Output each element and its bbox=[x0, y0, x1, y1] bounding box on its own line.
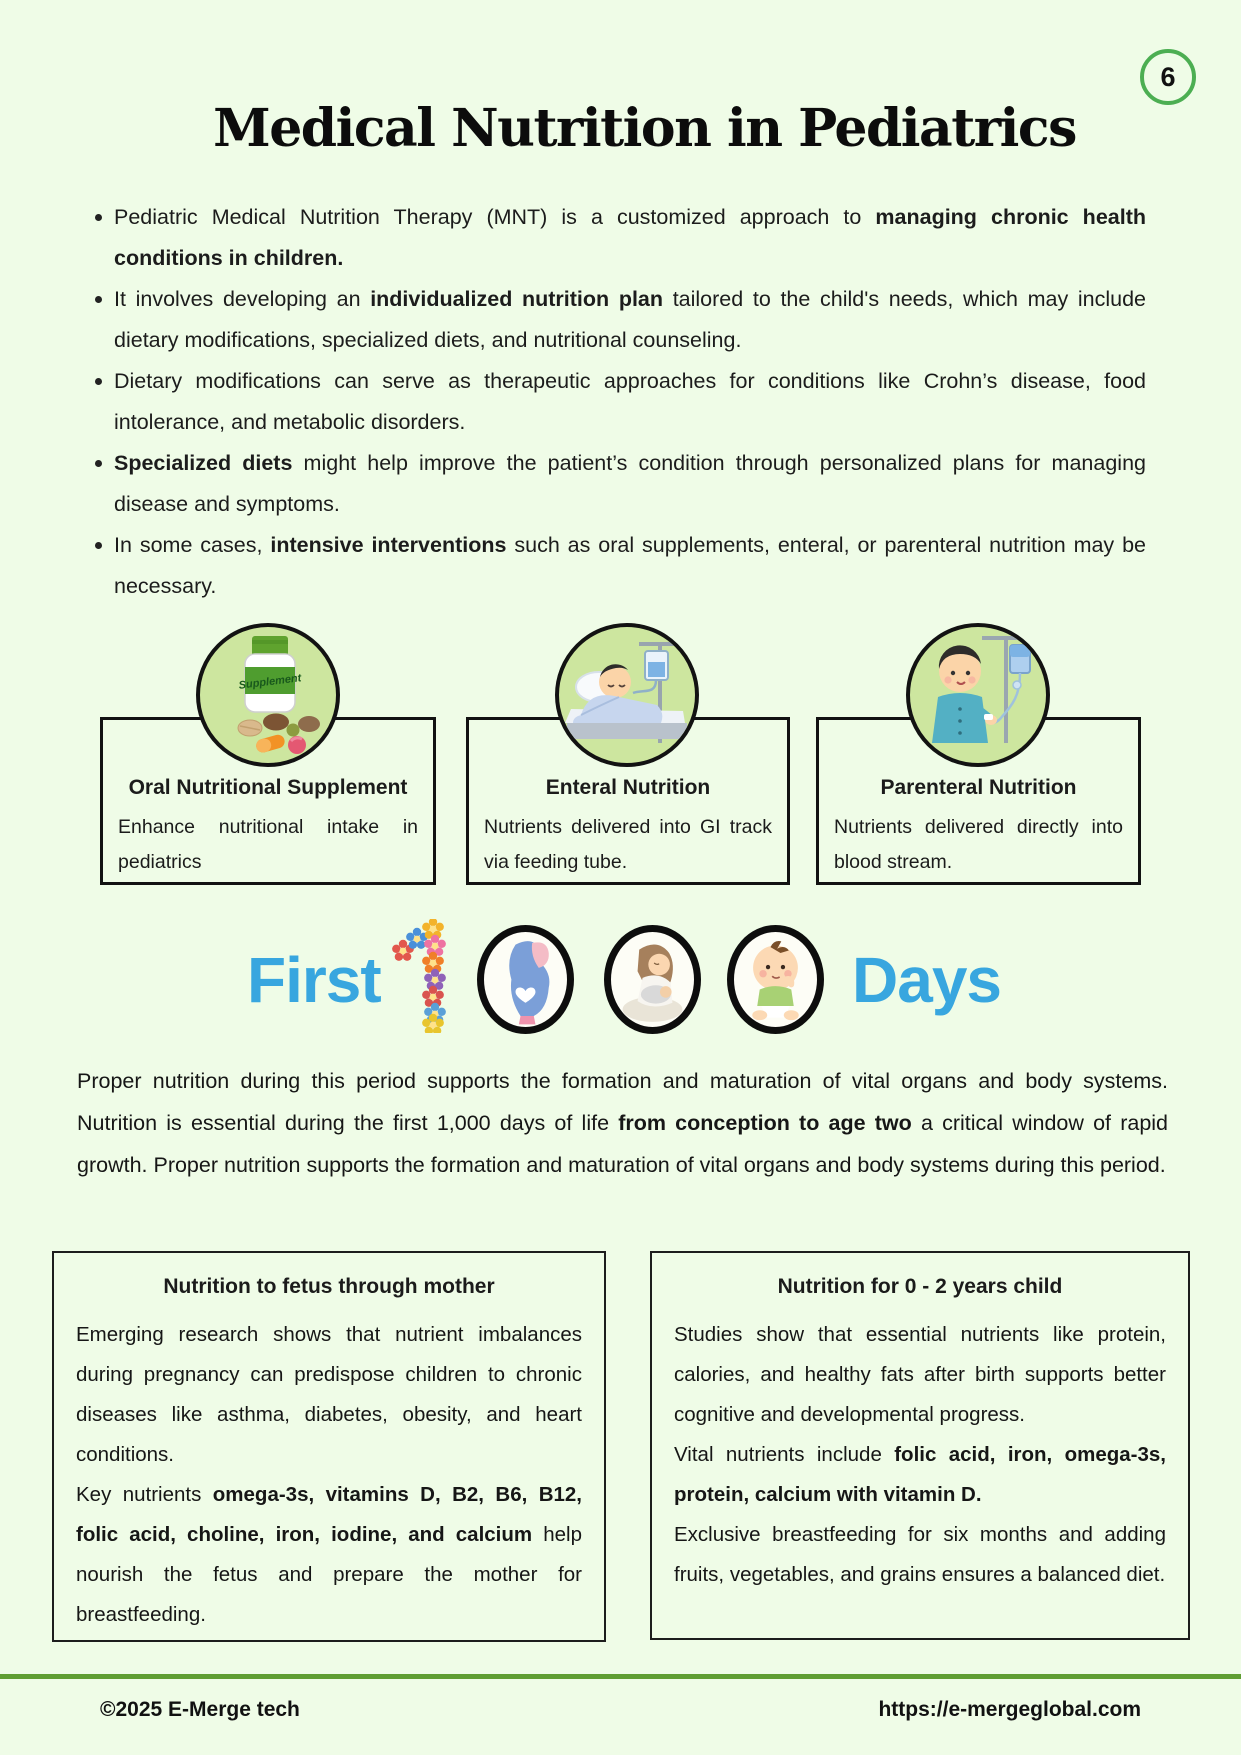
footer bbox=[100, 1698, 1141, 1722]
intro-paragraph: Proper nutrition during this period supports the formation and maturation of vital organs and body systems. Nutrition is essential during the first 1,000 days of life from conception to age two a critical window of rapid growth. Proper nutrition supports the formation and maturation of vital organs and body systems during this period. bbox=[77, 1069, 1169, 1177]
footer-divider bbox=[0, 1674, 1241, 1679]
box-paragraph: Studies show that essential nutrients like protein, calories, and healthy fats after birth supports better cognitive and developmental progress. bbox=[674, 1323, 1166, 1426]
box-fetus-nutrition bbox=[52, 1251, 606, 1642]
bullet-item: Dietary modifications can serve as therapeutic approaches for conditions like Crohn’s disease, food intolerance, and metabolic disorders. bbox=[92, 361, 1146, 443]
page-number-badge bbox=[1140, 49, 1196, 105]
box-paragraph: Emerging research shows that nutrient imbalances during pregnancy can predispose children to chronic diseases like asthma, diabetes, obesity, and heart conditions. bbox=[76, 1323, 582, 1466]
bullet-item: In some cases, intensive interventions such as oral supplements, enteral, or parenteral nutrition may be necessary. bbox=[92, 525, 1146, 607]
card-body: Nutrients delivered directly into blood stream. bbox=[834, 816, 1123, 873]
bullet-item: It involves developing an individualized nutrition plan tailored to the child's needs, which may include dietary modifications, specialized diets, and nutritional counseling. bbox=[92, 279, 1146, 361]
box-title: Nutrition for 0 - 2 years child bbox=[777, 1275, 1063, 1298]
box-child-nutrition bbox=[650, 1251, 1190, 1640]
supplement-bottle-icon bbox=[196, 623, 340, 767]
baby-icon bbox=[727, 925, 824, 1034]
box-title: Nutrition to fetus through mother bbox=[163, 1275, 495, 1298]
website-url[interactable]: https://e-mergeglobal.com bbox=[878, 1698, 1141, 1721]
card-body: Nutrients delivered into GI track via feeding tube. bbox=[484, 816, 772, 873]
breastfeeding-mother-icon bbox=[604, 925, 701, 1034]
pregnant-woman-icon bbox=[477, 925, 574, 1034]
card-body: Enhance nutritional intake in pediatrics bbox=[118, 816, 418, 873]
first-label: First bbox=[247, 944, 381, 1016]
bullet-item: Pediatric Medical Nutrition Therapy (MNT) is a customized approach to managing chronic health conditions in children. bbox=[92, 197, 1146, 279]
box-paragraph: Exclusive breastfeeding for six months and adding fruits, vegetables, and grains ensures a balanced diet. bbox=[674, 1523, 1166, 1586]
box-paragraph: Key nutrients omega-3s, vitamins D, B2, B6, B12, folic acid, choline, iron, iodine, and calcium help nourish the fetus and prepare the mother for breastfeeding. bbox=[76, 1483, 583, 1626]
box-paragraph: Vital nutrients include folic acid, iron, omega-3s, protein, calcium with vitamin D. bbox=[674, 1443, 1166, 1506]
days-label: Days bbox=[852, 944, 1001, 1016]
patient-in-bed-icon bbox=[555, 623, 699, 767]
copyright-text: ©2025 E-Merge tech bbox=[100, 1698, 300, 1721]
bottle-label-text: Supplement bbox=[238, 672, 302, 692]
card-title: Enteral Nutrition bbox=[545, 776, 711, 799]
flower-one-icon bbox=[391, 919, 469, 1033]
page-title: Medical Nutrition in Pediatrics bbox=[213, 98, 1076, 159]
card-title: Parenteral Nutrition bbox=[880, 776, 1077, 799]
standing-patient-iv-icon bbox=[906, 623, 1050, 767]
page-number: 6 bbox=[1160, 61, 1176, 92]
card-title: Oral Nutritional Supplement bbox=[128, 776, 408, 799]
bullet-list bbox=[92, 197, 1146, 607]
bullet-item: Specialized diets might help improve the patient’s condition through personalized plans for managing disease and symptoms. bbox=[92, 443, 1146, 525]
